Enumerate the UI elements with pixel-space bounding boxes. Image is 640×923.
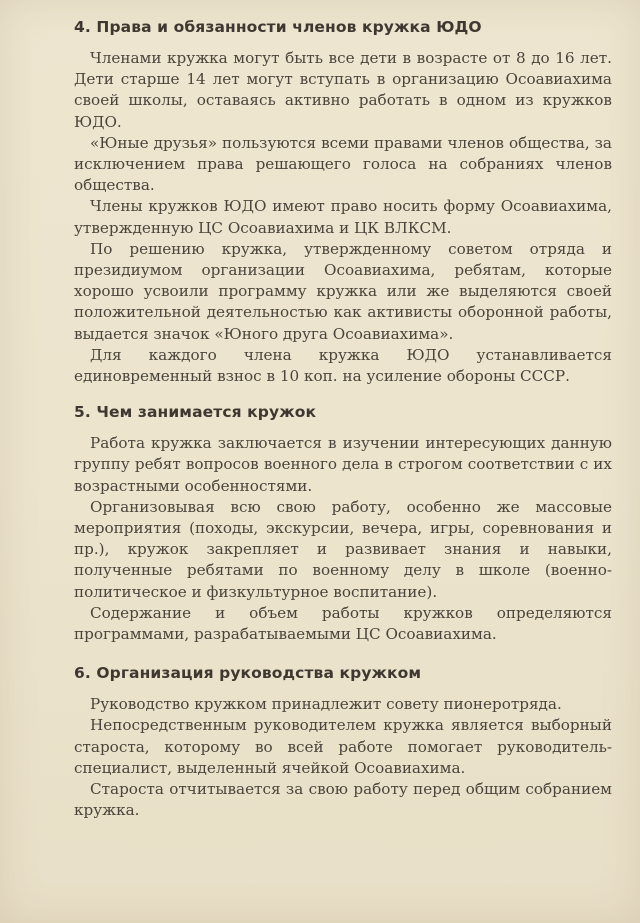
section-leadership <box>74 662 612 821</box>
paragraph: Староста отчитывается за свою работу перед общим собранием кружка. <box>74 780 612 820</box>
paragraph: Для каждого члена кружка ЮДО устанавливается единовременный взнос в 10 коп. на усиление обороны СССР. <box>74 345 612 386</box>
paragraph: Содержание и объем работы кружков определяются программами, разрабатываемыми ЦС Осоавиахима. <box>74 603 612 644</box>
paragraph: Руководство кружком принадлежит совету пионеротряда. <box>90 695 562 714</box>
page-content <box>74 16 612 822</box>
section-heading: 5. Чем занимается кружок <box>74 403 317 422</box>
section-activities <box>74 401 612 645</box>
paragraph: Члены кружков ЮДО имеют право носить форму Осоавиахима, утвержденную ЦС Осоавиахима и ЦК ВЛКСМ. <box>74 197 612 237</box>
paragraph: Непосредственным руководителем кружка является выборный староста, которому во всей работе помогает руководитель-специалист, выделенный ячейкой Осоавиахима. <box>74 716 612 777</box>
paragraph: Членами кружка могут быть все дети в возрасте от 8 до 16 лет. Дети старше 14 лет могут вступать в организацию Осоавиахима своей школы, оставаясь активно работать в одном из кружков ЮДО. <box>74 49 612 131</box>
paragraph: Организовывая всю свою работу, особенно же массовые мероприятия (походы, экскурсии, вечера, игры, соревнования и пр.), кружок закрепляет и развивает знания и навыки, полученные ребятами по военному делу в школе (военно-политическое и физкультурное воспитание). <box>74 497 612 601</box>
section-body <box>74 694 612 821</box>
section-body <box>74 433 612 645</box>
section-body <box>74 48 612 387</box>
section-heading: 4. Права и обязанности членов кружка ЮДО <box>74 18 482 36</box>
paragraph: По решению кружка, утвержденному советом отряда и президиумом организации Осоавиахима, ребятам, которые хорошо усвоили программу кружка или же выделяются своей положительной деятельностью как активисты оборонной работы, выдается значок «Юного друга Осоавиахима». <box>74 239 612 343</box>
paragraph: Работа кружка заключается в изучении интересующих данную группу ребят вопросов военного дела в строгом соответствии с их возрастными особенностями. <box>74 434 612 495</box>
section-heading: 6. Организация руководства кружком <box>74 664 422 683</box>
section-rights-and-duties <box>74 16 612 387</box>
paragraph: «Юные друзья» пользуются всеми правами членов общества, за исключением права решающего голоса на собраниях членов общества. <box>74 133 612 195</box>
